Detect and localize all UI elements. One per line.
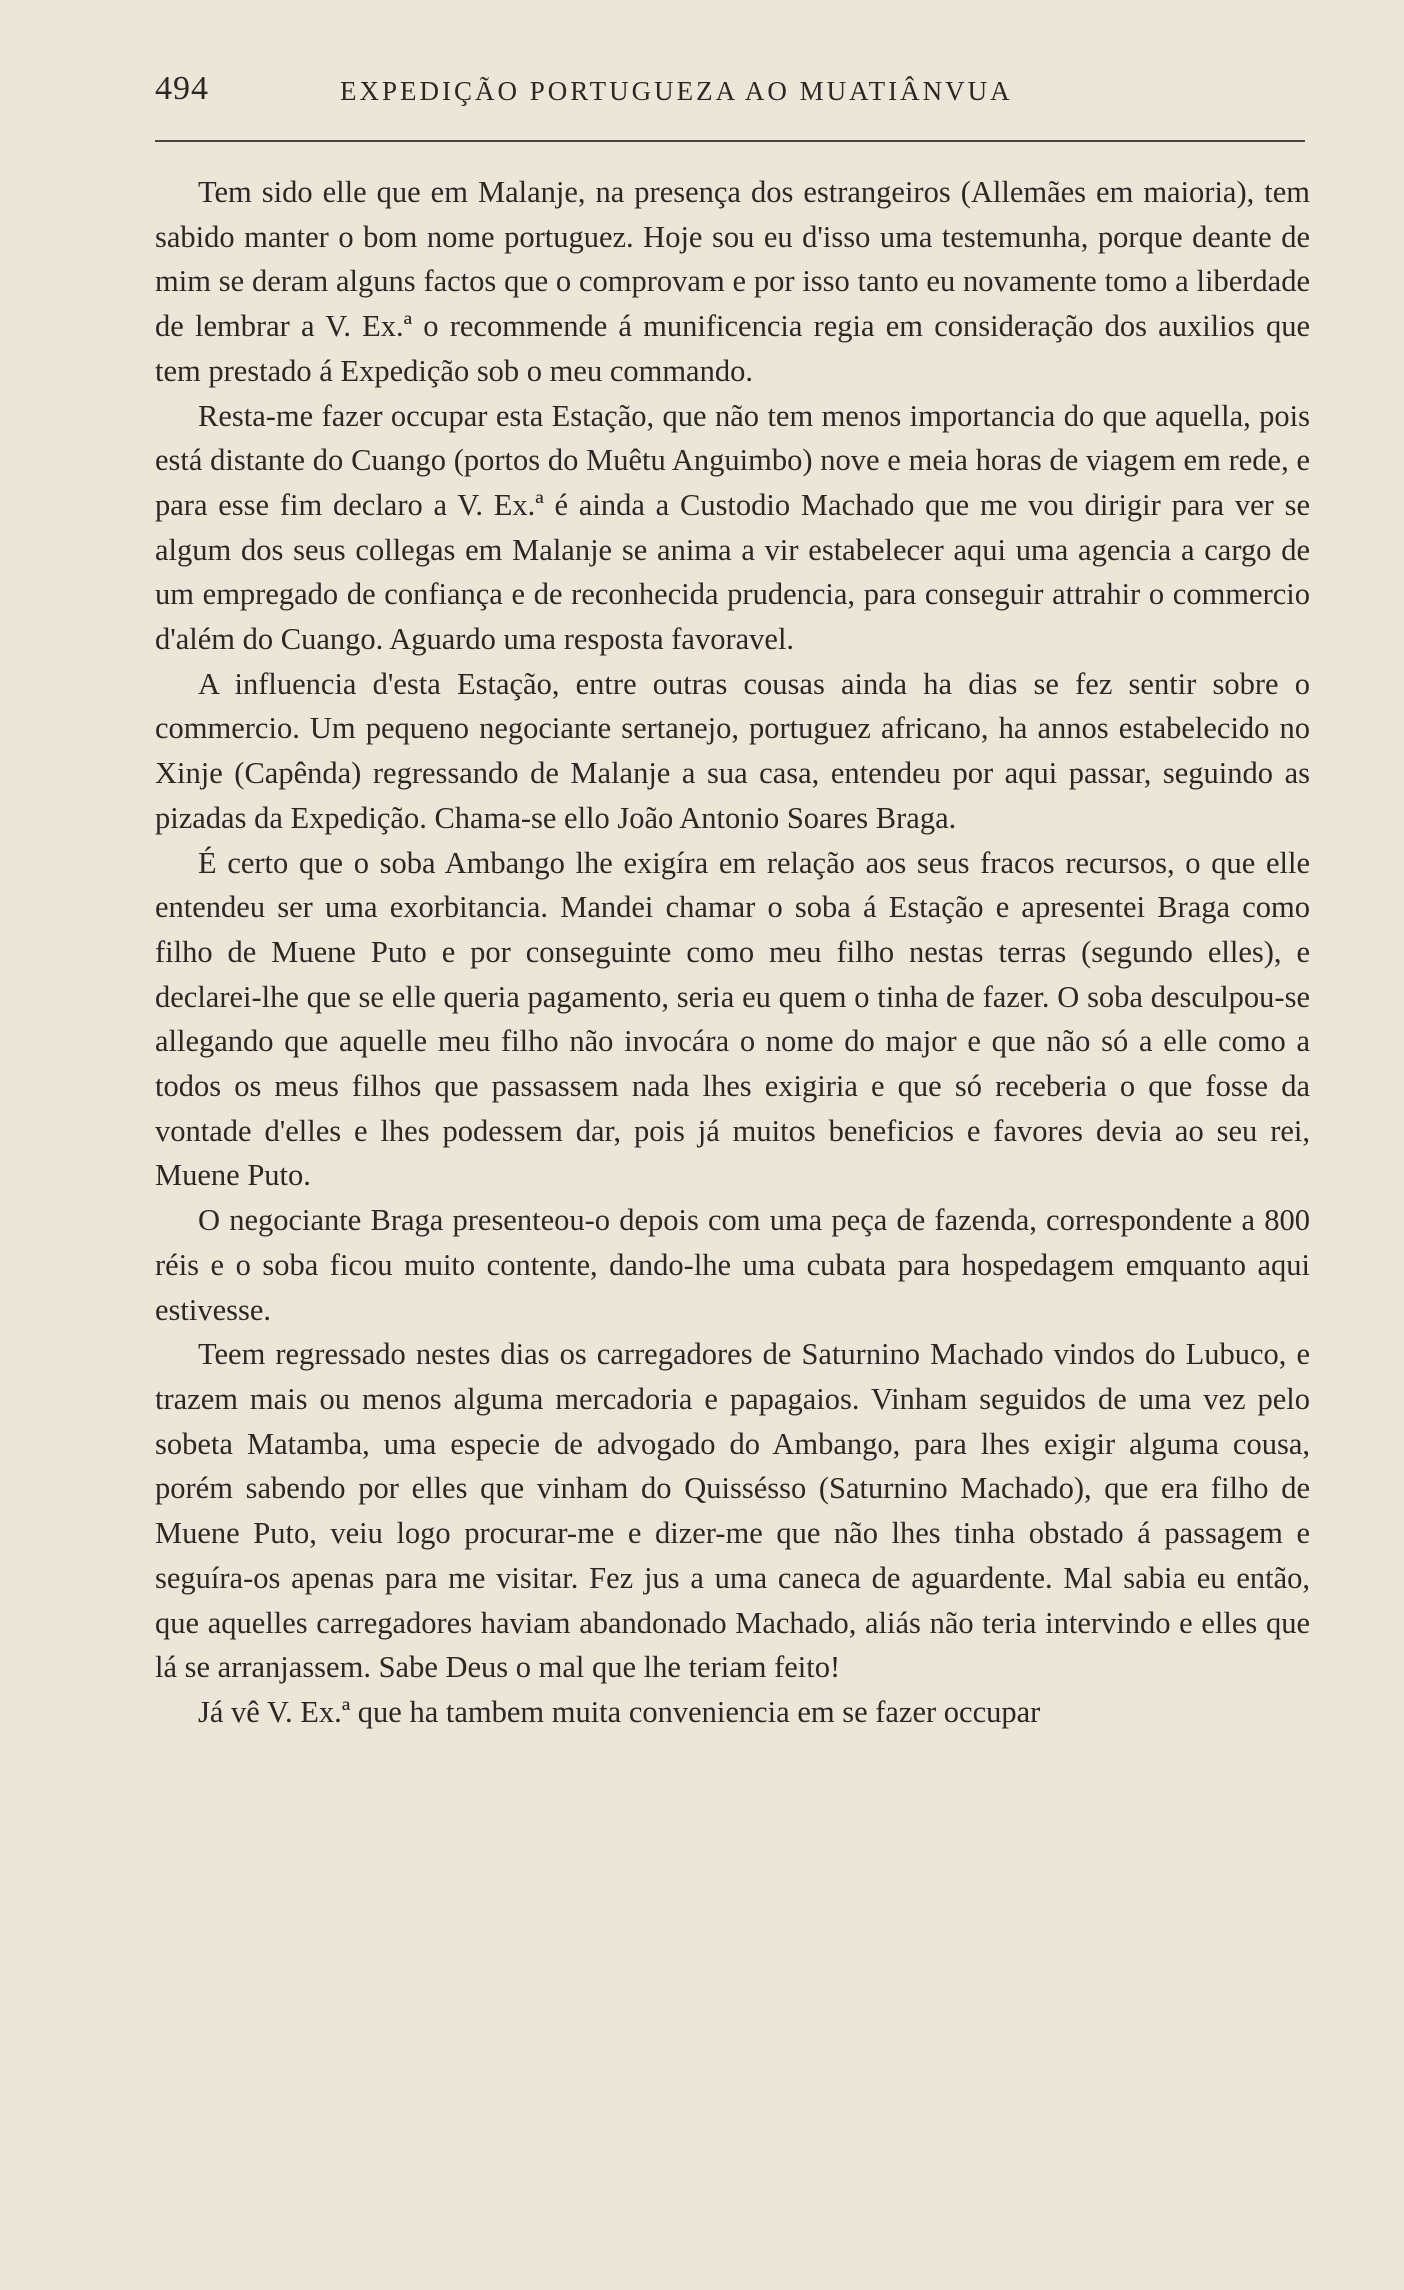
paragraph-6: Teem regressado nestes dias os carregadores de Saturnino Machado vindos do Lubuco, e trazem mais ou menos alguma mercadoria e papagaios. Vinham seguidos de uma vez pelo sobeta Matamba, uma especie de advogado do Ambango, para lhes exigir alguma cousa, porém sabendo por elles que vinham do Quissésso (Saturnino Machado), que era filho de Muene Puto, veiu logo procurar-me e dizer-me que não lhes tinha obstado á passagem e seguíra-os apenas para me visitar. Fez jus a uma caneca de aguardente. Mal sabia eu então, que aquelles carregadores haviam abandonado Machado, aliás não teria intervindo e elles que lá se arranjassem. Sabe Deus o mal que lhe teriam feito! xyxy=(155,1337,1310,1685)
paragraph-4: É certo que o soba Ambango lhe exigíra em relação aos seus fracos recursos, o que elle entendeu ser uma exorbitancia. Mandei chamar o soba á Estação e apresentei Braga como filho de Muene Puto e por conseguinte como meu filho nestas terras (segundo elles), e declarei-lhe que se elle queria pagamento, seria eu quem o tinha de fazer. O soba desculpou-se allegando que aquelle meu filho não invocára o nome do major e que não só a elle como a todos os meus filhos que passassem nada lhes exigiria e que só receberia o que fosse da vontade d'elles e lhes podessem dar, pois já muitos beneficios e favores devia ao seu rei, Muene Puto. xyxy=(155,845,1310,1193)
paragraph-2: Resta-me fazer occupar esta Estação, que não tem menos importancia do que aquella, pois está distante do Cuango (portos do Muêtu Anguimbo) nove e meia horas de viagem em rede, e para esse fim declaro a V. Ex.ª é ainda a Custodio Machado que me vou dirigir para ver se algum dos seus collegas em Malanje se anima a vir estabelecer aqui uma agencia a cargo de um empregado de confiança e de reconhecida prudencia, para conseguir attrahir o commercio d'além do Cuango. Aguardo uma resposta favoravel. xyxy=(155,398,1310,657)
page-number: 494 xyxy=(155,70,209,107)
header-rule xyxy=(155,140,1305,142)
paragraph-1: Tem sido elle que em Malanje, na presença dos estrangeiros (Allemães em maioria), tem sabido manter o bom nome portuguez. Hoje sou eu d'isso uma testemunha, porque deante de mim se deram alguns factos que o comprovam e por isso tanto eu novamente tomo a liberdade de lembrar a V. Ex.ª o recommende á munificencia regia em consideração dos auxilios que tem prestado á Expedição sob o meu commando. xyxy=(155,175,1310,388)
paragraph-3: A influencia d'esta Estação, entre outras cousas ainda ha dias se fez sentir sobre o commercio. Um pequeno negociante sertanejo, portuguez africano, ha annos estabelecido no Xinje (Capênda) regressando de Malanje a sua casa, entendeu por aqui passar, seguindo as pizadas da Expedição. Chama-se ello João Antonio Soares Braga. xyxy=(155,666,1310,835)
running-title: EXPEDIÇÃO PORTUGUEZA AO MUATIÂNVUA xyxy=(340,76,1013,106)
paragraph-7: Já vê V. Ex.ª que ha tambem muita conveniencia em se fazer occupar xyxy=(198,1694,1041,1729)
body-text xyxy=(155,170,1310,1735)
running-head xyxy=(155,70,1305,118)
paragraph-5: O negociante Braga presenteou-o depois com uma peça de fazenda, correspondente a 800 réis e o soba ficou muito contente, dando-lhe uma cubata para hospedagem emquanto aqui estivesse. xyxy=(155,1203,1310,1327)
